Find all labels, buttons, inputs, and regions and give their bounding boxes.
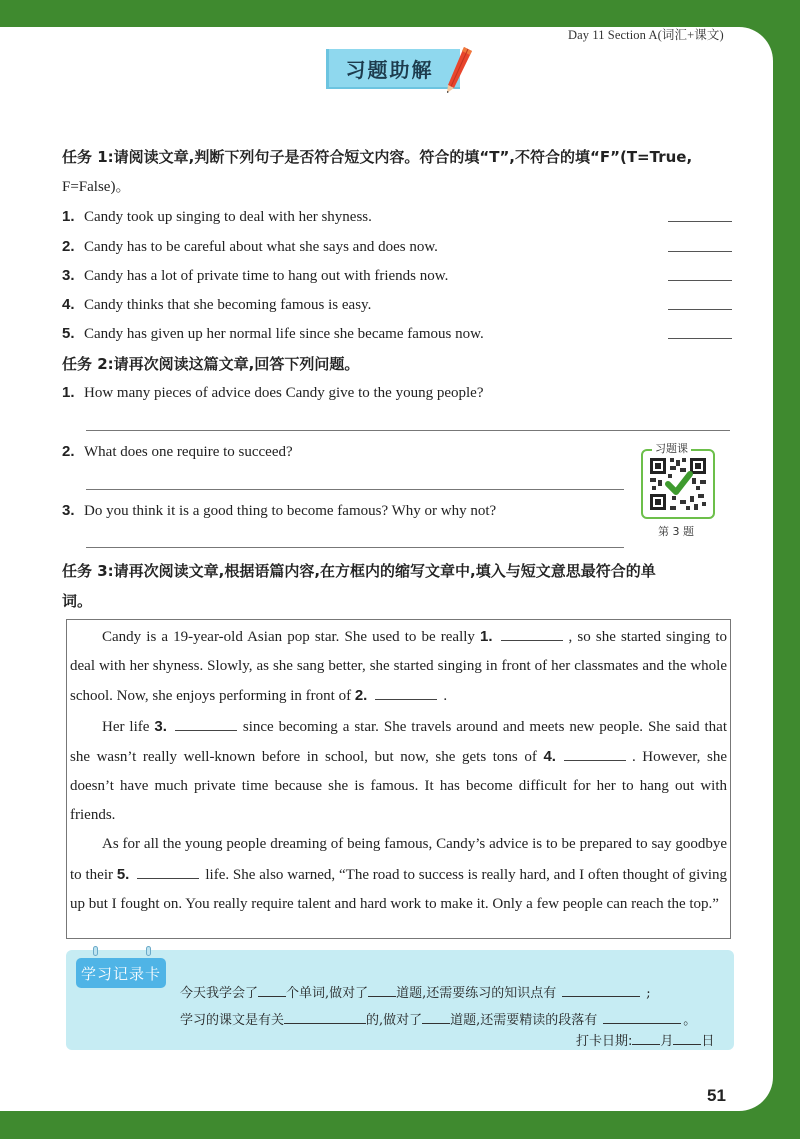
- task2-instruction: 任务 2:请再次阅读这篇文章,回答下列问题。: [62, 355, 360, 373]
- task2-item: 3. Do you think it is a good thing to become famous? Why or why not?: [62, 502, 497, 519]
- pin-icon: [146, 946, 151, 956]
- fill-blank-5[interactable]: [137, 865, 199, 879]
- task2-item: 2. What does one require to succeed?: [62, 443, 293, 460]
- task1-item: 3. Candy has a lot of private time to hang out with friends now.: [62, 266, 732, 286]
- task1-item: 2. Candy has to be careful about what she says and does now.: [62, 237, 732, 257]
- correct-count-blank[interactable]: [368, 985, 396, 997]
- summary-paragraph-3: As for all the young people dreaming of being famous, Candy’s advice is to be prepared to say goodbye to their 5. life. She also warned, “The road to success is really hard, and I often thought of giving up but I fought on. You really require talent and hard work to make it. Only a few people can reach the top.”: [70, 836, 728, 912]
- summary-paragraph-1: Candy is a 19-year-old Asian pop star. She used to be really 1. , so she started singing to deal with her shyness. Slowly, as she sang better, she started singing in front of her classmates and the whole school. Now, she enjoys performing in front of 2. .: [70, 628, 727, 705]
- fill-blank-3[interactable]: [175, 717, 237, 731]
- record-card-tag: 学习记录卡: [76, 958, 166, 988]
- answer-blank[interactable]: [668, 338, 732, 339]
- day-blank[interactable]: [673, 1033, 701, 1045]
- answer-line[interactable]: [86, 547, 624, 548]
- fill-blank-1[interactable]: [501, 627, 563, 641]
- paragraphs-blank[interactable]: [603, 1012, 681, 1024]
- correct-count-blank-2[interactable]: [422, 1012, 450, 1024]
- answer-line[interactable]: [86, 430, 730, 431]
- qr-label: 习题课: [652, 440, 691, 456]
- section-badge: [326, 49, 460, 89]
- pin-icon: [93, 946, 98, 956]
- practice-points-blank[interactable]: [562, 985, 640, 997]
- words-learned-blank[interactable]: [258, 985, 286, 997]
- answer-line[interactable]: [86, 489, 624, 490]
- task1-instruction-cont: F=False)。: [62, 179, 131, 195]
- summary-paragraph-2: Her life 3. since becoming a star. She travels around and meets new people. She said that she wasn’t really well-known before in school, but now, she gets tons of 4. . However, she doesn’t have much private time because she is famous. It has become difficult for her to hang out with friends.: [70, 717, 728, 824]
- task1-instruction: 任务 1:请阅读文章,判断下列句子是否符合短文内容。符合的填“T”,不符合的填“F”(T=True,: [62, 148, 693, 166]
- answer-blank[interactable]: [668, 221, 732, 222]
- fill-blank-4[interactable]: [564, 747, 626, 761]
- task3-instruction-cont: 词。: [62, 592, 93, 610]
- summary-passage-box: [66, 619, 731, 939]
- answer-blank[interactable]: [668, 251, 732, 252]
- text-topic-blank[interactable]: [284, 1012, 366, 1024]
- qr-code-icon[interactable]: [648, 456, 708, 512]
- task1-item: 4. Candy thinks that she becoming famous is easy.: [62, 295, 732, 315]
- task3-instruction: 任务 3:请再次阅读文章,根据语篇内容,在方框内的缩写文章中,填入与短文意思最符合的单: [62, 562, 656, 580]
- qr-caption: 第 3 题: [658, 525, 694, 538]
- section-badge-label: 习题助解: [345, 57, 434, 82]
- answer-blank[interactable]: [668, 309, 732, 310]
- record-line-1: 今天我学会了 个单词,做对了 道题,还需要练习的知识点有 ;: [180, 986, 651, 1001]
- record-line-2: 学习的课文是有关 的,做对了 道题,还需要精读的段落有 。: [180, 1013, 697, 1028]
- task1-item: 5. Candy has given up her normal life since she became famous now.: [62, 324, 732, 344]
- running-title: Day 11 Section A(词汇+课文): [568, 28, 724, 42]
- task2-item: 1. How many pieces of advice does Candy give to the young people?: [62, 384, 484, 401]
- page-number: 51: [707, 1086, 726, 1105]
- record-line-3: 打卡日期: 月 日: [576, 1034, 715, 1049]
- task1-item: 1. Candy took up singing to deal with her shyness.: [62, 207, 732, 227]
- fill-blank-2[interactable]: [375, 686, 437, 700]
- month-blank[interactable]: [632, 1033, 660, 1045]
- answer-blank[interactable]: [668, 280, 732, 281]
- pencil-icon: [444, 44, 474, 94]
